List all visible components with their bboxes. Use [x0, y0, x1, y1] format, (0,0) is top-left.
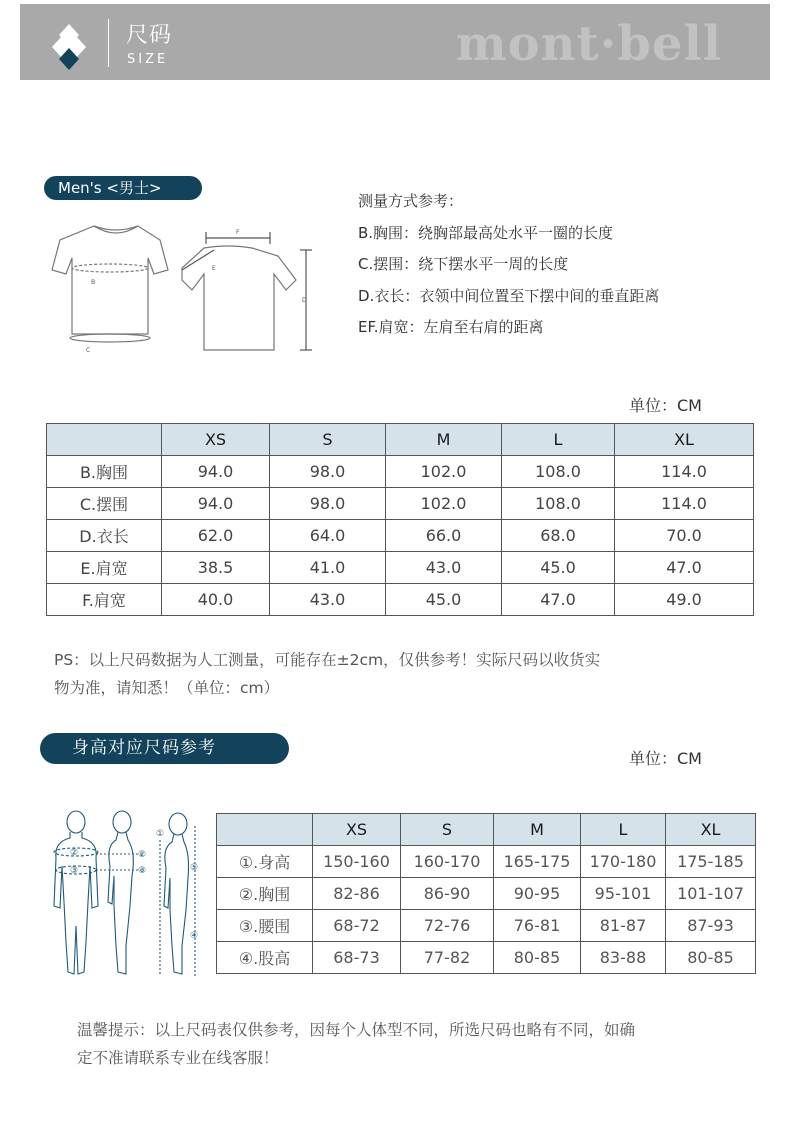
table-cell: 165-175 — [494, 846, 581, 878]
row-label: ④.股高 — [217, 942, 313, 974]
marker-chest: ② — [70, 848, 79, 858]
table-header-row — [47, 424, 754, 456]
table-cell: 86-90 — [401, 878, 494, 910]
height-unit-label: 单位：CM — [629, 749, 702, 768]
table-cell: 170-180 — [581, 846, 666, 878]
men-section-label: Men's <男士> — [44, 176, 202, 200]
table-cell: 77-82 — [401, 942, 494, 974]
table-cell: 82-86 — [313, 878, 401, 910]
header-cell: XS — [162, 424, 270, 456]
note-d: D.衣长：衣领中间位置至下摆中间的垂直距离 — [358, 286, 660, 305]
header-cell: S — [270, 424, 386, 456]
height-section-label: 身高对应尺码参考 — [40, 733, 289, 764]
brand-logo: mont·bell — [455, 16, 722, 72]
table-cell: 38.5 — [162, 552, 270, 584]
table-cell: 94.0 — [162, 488, 270, 520]
table-cell: 81-87 — [581, 910, 666, 942]
height-size-table — [216, 813, 756, 974]
note-b: B.胸围：绕胸部最高处水平一圈的长度 — [358, 223, 614, 242]
table-cell: 175-185 — [666, 846, 756, 878]
table-row — [47, 488, 754, 520]
table-row — [217, 942, 756, 974]
table-cell: 47.0 — [502, 584, 615, 616]
header-cell: M — [494, 814, 581, 846]
tshirt-measurement-diagram — [44, 218, 324, 358]
row-label: F.肩宽 — [47, 584, 162, 616]
header-divider — [108, 19, 109, 67]
table-cell: 102.0 — [386, 456, 502, 488]
table-cell: 101-107 — [666, 878, 756, 910]
row-label: D.衣长 — [47, 520, 162, 552]
table-cell: 70.0 — [615, 520, 754, 552]
table-cell: 94.0 — [162, 456, 270, 488]
label-d: D — [302, 297, 307, 304]
table-cell: 66.0 — [386, 520, 502, 552]
table-cell: 95-101 — [581, 878, 666, 910]
table-cell: 114.0 — [615, 488, 754, 520]
marker-height: ① — [156, 829, 165, 839]
table-cell: 64.0 — [270, 520, 386, 552]
notes-heading: 测量方式参考： — [358, 192, 464, 210]
table-cell: 87-93 — [666, 910, 756, 942]
header-cell: M — [386, 424, 502, 456]
table-cell: 108.0 — [502, 488, 615, 520]
table-cell: 62.0 — [162, 520, 270, 552]
table-cell: 68-73 — [313, 942, 401, 974]
table-cell: 45.0 — [502, 552, 615, 584]
table-cell: 80-85 — [666, 942, 756, 974]
header-cell — [217, 814, 313, 846]
header-cell — [47, 424, 162, 456]
note-c: C.摆围：绕下摆水平一周的长度 — [358, 255, 569, 273]
table-cell: 150-160 — [313, 846, 401, 878]
table-header-row — [217, 814, 756, 846]
page-subtitle: SIZE — [127, 52, 169, 67]
table-cell: 80-85 — [494, 942, 581, 974]
body-measurement-figure — [50, 806, 212, 982]
diamond-logo-icon — [52, 24, 86, 70]
header-cell: S — [401, 814, 494, 846]
row-label: E.肩宽 — [47, 552, 162, 584]
table-cell: 102.0 — [386, 488, 502, 520]
ps-note — [54, 646, 714, 702]
tip-line-1: 温馨提示：以上尺码表仅供参考，因每个人体型不同，所选尺码也略有不同，如确 — [77, 1021, 636, 1039]
row-label: ②.胸围 — [217, 878, 313, 910]
table-cell: 114.0 — [615, 456, 754, 488]
row-label: C.摆围 — [47, 488, 162, 520]
table-cell: 160-170 — [401, 846, 494, 878]
marker-waist-side: ③ — [138, 866, 147, 876]
row-label: B.胸围 — [47, 456, 162, 488]
table-row — [217, 910, 756, 942]
header-cell: XL — [666, 814, 756, 846]
table-cell: 40.0 — [162, 584, 270, 616]
page-title: 尺码 — [126, 23, 173, 48]
label-c: C — [86, 347, 91, 354]
row-label: ①.身高 — [217, 846, 313, 878]
table-cell: 83-88 — [581, 942, 666, 974]
table-cell: 90-95 — [494, 878, 581, 910]
table-row — [47, 520, 754, 552]
marker-chest-side: ② — [138, 850, 147, 860]
table-cell: 98.0 — [270, 456, 386, 488]
row-label: ③.腰围 — [217, 910, 313, 942]
ps-line-2: 物为准，请知悉！（单位：cm） — [54, 679, 280, 697]
label-e: E — [212, 265, 216, 272]
table-cell: 108.0 — [502, 456, 615, 488]
header-cell: L — [502, 424, 615, 456]
table-cell: 47.0 — [615, 552, 754, 584]
table-cell: 45.0 — [386, 584, 502, 616]
tip-line-2: 定不准请联系专业在线客服！ — [77, 1049, 279, 1067]
note-ef: EF.肩宽：左肩至右肩的距离 — [358, 318, 544, 336]
measurement-notes — [358, 186, 659, 344]
table-row — [217, 846, 756, 878]
header-cell: L — [581, 814, 666, 846]
table-cell: 68-72 — [313, 910, 401, 942]
table-row — [47, 584, 754, 616]
header-cell: XS — [313, 814, 401, 846]
table-cell: 98.0 — [270, 488, 386, 520]
label-f: F — [236, 229, 240, 236]
tip-note — [77, 1016, 757, 1072]
table-cell: 72-76 — [401, 910, 494, 942]
marker-five: ⑤ — [190, 863, 199, 873]
table-row — [47, 552, 754, 584]
table-cell: 43.0 — [386, 552, 502, 584]
table-cell: 68.0 — [502, 520, 615, 552]
marker-inseam: ④ — [190, 931, 199, 941]
table-cell: 43.0 — [270, 584, 386, 616]
header-bar — [20, 4, 770, 80]
table-cell: 41.0 — [270, 552, 386, 584]
ps-line-1: PS：以上尺码数据为人工测量，可能存在±2cm，仅供参考！实际尺码以收货实 — [54, 651, 601, 669]
table-cell: 49.0 — [615, 584, 754, 616]
men-unit-label: 单位：CM — [629, 396, 702, 415]
men-size-table — [46, 423, 754, 616]
table-row — [217, 878, 756, 910]
table-row — [47, 456, 754, 488]
header-cell: XL — [615, 424, 754, 456]
marker-waist: ③ — [70, 866, 79, 876]
label-b: B — [91, 279, 96, 286]
table-cell: 76-81 — [494, 910, 581, 942]
